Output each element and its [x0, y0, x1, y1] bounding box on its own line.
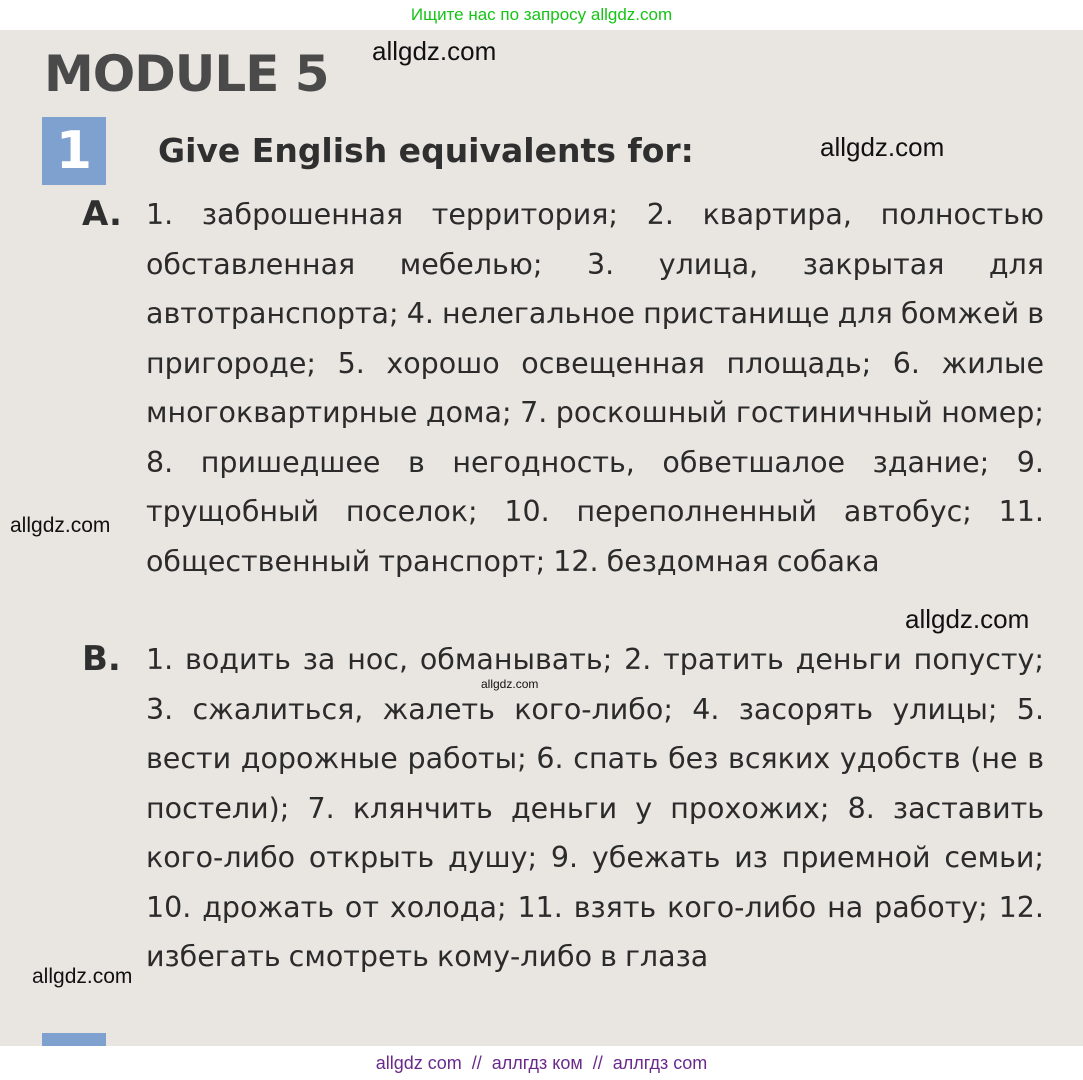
section-a-letter: A. [82, 194, 122, 234]
module-title: MODULE 5 [44, 45, 329, 103]
next-exercise-badge-partial [42, 1033, 106, 1046]
top-banner [0, 0, 1083, 30]
bottom-banner-text: allgdz com // аллгдз ком // аллгдз com [375, 1053, 708, 1073]
exercise-number-badge: 1 [42, 117, 106, 185]
section-b-text: 1. водить за нос, обманывать; 2. тратить деньги попусту; 3. сжалиться, жалеть кого-либо; 4. засорять улицы; 5. вести дорожные работы; 6. спать без всяких удобств (не в постели); 7. клянчить деньги у прохожих; 8. заставить кого-либо открыть душу; 9. убежать из приемной семьи; 10. дрожать от холода; 11. взять кого-либо на работу; 12. избегать смотреть кому-либо в глаза [146, 643, 1044, 973]
watermark: allgdz.com [32, 965, 133, 988]
section-b-letter: B. [82, 639, 121, 679]
watermark: allgdz.com [372, 36, 497, 66]
watermark: allgdz.com [481, 677, 539, 691]
section-a-text: 1. заброшенная территория; 2. квартира, полностью обставленная мебелью; 3. улица, закрытая для автотранспорта; 4. нелегальное пристанище для бомжей в пригороде; 5. хорошо освещенная площадь; 6. жилые многоквартирные дома; 7. роскошный гостиничный номер; 8. пришедшее в негодность, обветшалое здание; 9. трущобный поселок; 10. переполненный автобус; 11. общественный транспорт; 12. бездомная собака [146, 198, 1044, 578]
watermark: allgdz.com [820, 132, 945, 162]
bottom-banner [0, 1046, 1083, 1080]
watermark: allgdz.com [905, 604, 1030, 634]
top-banner-text: Ищите нас по запросу allgdz.com [410, 5, 673, 24]
watermark: allgdz.com [10, 514, 111, 537]
exercise-heading: Give English equivalents for: [158, 131, 694, 170]
